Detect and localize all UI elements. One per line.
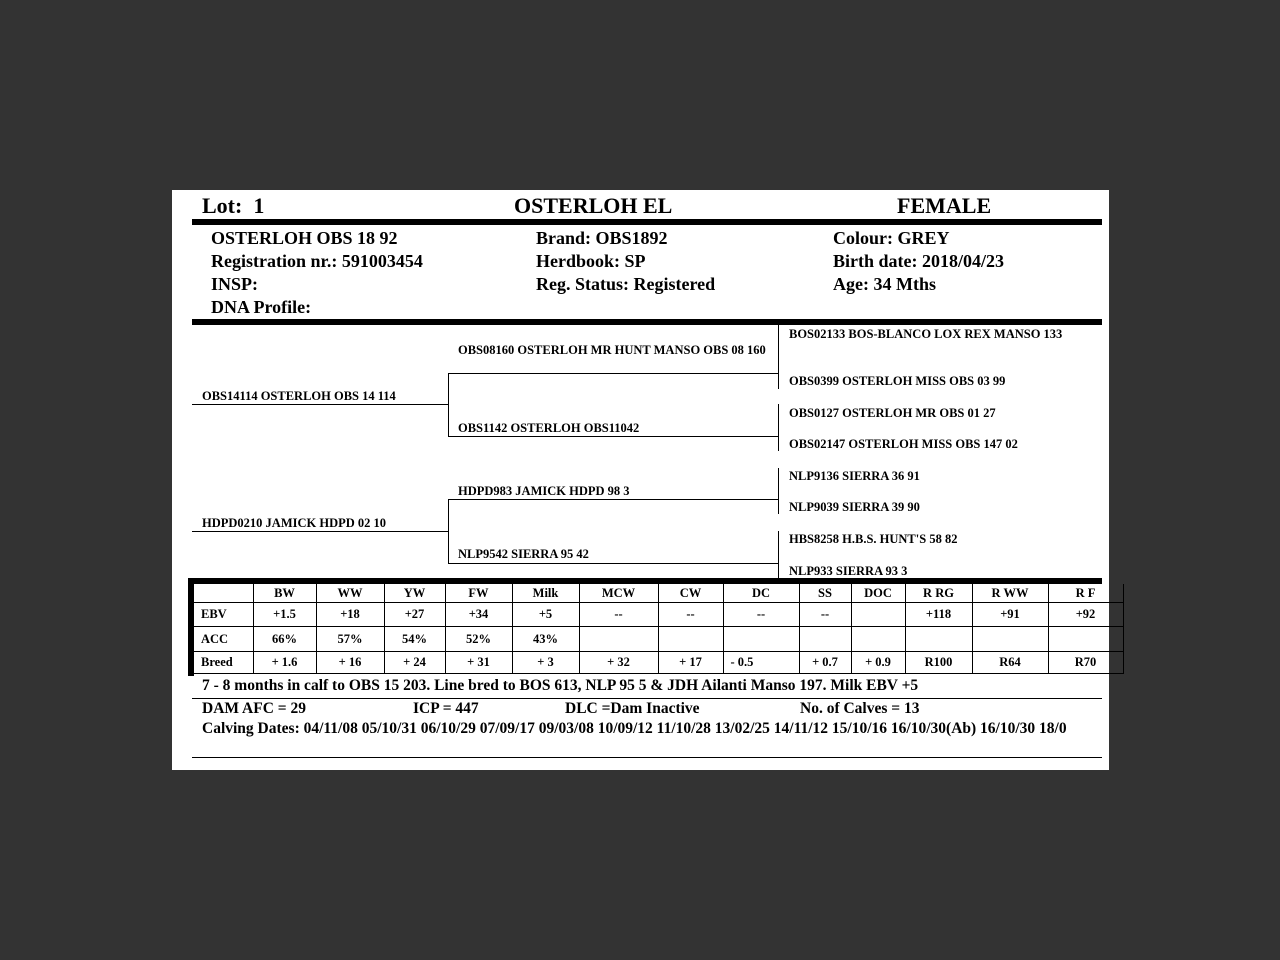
table-cell bbox=[972, 627, 1048, 652]
header-divider bbox=[192, 219, 1102, 225]
info-col-1 bbox=[211, 227, 423, 319]
table-cell: R70 bbox=[1048, 652, 1123, 674]
dam-calves: No. of Calves = 13 bbox=[800, 700, 920, 717]
table-cell: -- bbox=[799, 603, 851, 627]
table-cell: 52% bbox=[445, 627, 512, 652]
pedigree-dam: HDPD0210 JAMICK HDPD 02 10 bbox=[202, 516, 387, 530]
animal-name: OSTERLOH EL bbox=[514, 193, 673, 218]
dam-icp: ICP = 447 bbox=[413, 700, 479, 717]
colour: Colour: GREY bbox=[833, 228, 950, 248]
table-cell: + 24 bbox=[384, 652, 445, 674]
pedigree-ggp-5: NLP9136 SIERRA 36 91 bbox=[789, 469, 920, 483]
table-cell: +92 bbox=[1048, 603, 1123, 627]
table-cell: R100 bbox=[905, 652, 972, 674]
table-cell: +34 bbox=[445, 603, 512, 627]
ebv-header-row bbox=[194, 584, 1123, 603]
pedigree-ggp-2: OBS0399 OSTERLOH MISS OBS 03 99 bbox=[789, 374, 1006, 388]
table-cell: 57% bbox=[316, 627, 384, 652]
table-cell: -- bbox=[723, 603, 799, 627]
sale-notes: 7 - 8 months in calf to OBS 15 203. Line bred to BOS 613, NLP 95 5 & JDH Ailanti Manso 197. Milk EBV +5 bbox=[202, 677, 919, 694]
lot-number: 1 bbox=[253, 193, 265, 218]
info-col-3 bbox=[833, 227, 1004, 296]
acc-row bbox=[194, 627, 1123, 652]
birth-date: Birth date: 2018/04/23 bbox=[833, 251, 1004, 271]
table-header: FW bbox=[445, 584, 512, 603]
notes-divider bbox=[192, 698, 1102, 699]
pedigree-sire: OBS14114 OSTERLOH OBS 14 114 bbox=[202, 389, 396, 403]
table-header: DOC bbox=[851, 584, 905, 603]
table-cell: +27 bbox=[384, 603, 445, 627]
info-divider bbox=[192, 319, 1102, 325]
herdbook: Herdbook: SP bbox=[536, 251, 646, 271]
table-cell bbox=[1048, 627, 1123, 652]
breed-row bbox=[194, 652, 1123, 674]
table-cell: +91 bbox=[972, 603, 1048, 627]
table-header: MCW bbox=[579, 584, 658, 603]
age: Age: 34 Mths bbox=[833, 274, 936, 294]
row-label: EBV bbox=[194, 603, 253, 627]
table-cell bbox=[723, 627, 799, 652]
table-cell: R64 bbox=[972, 652, 1048, 674]
table-cell: 43% bbox=[512, 627, 579, 652]
lot-heading bbox=[202, 193, 264, 219]
table-cell: + 0.9 bbox=[851, 652, 905, 674]
table-cell: + 16 bbox=[316, 652, 384, 674]
pedigree-ggp-7: HBS8258 H.B.S. HUNT'S 58 82 bbox=[789, 532, 958, 546]
pedigree-ggp-8: NLP933 SIERRA 93 3 bbox=[789, 564, 908, 578]
animal-id: OSTERLOH OBS 18 92 bbox=[211, 228, 398, 248]
table-cell bbox=[851, 603, 905, 627]
table-cell: 54% bbox=[384, 627, 445, 652]
table-cell bbox=[194, 584, 253, 603]
table-cell: +118 bbox=[905, 603, 972, 627]
ebv-table bbox=[194, 584, 1124, 674]
table-cell: +1.5 bbox=[253, 603, 316, 627]
lot-label: Lot: bbox=[202, 193, 243, 218]
table-header: WW bbox=[316, 584, 384, 603]
registration-nr: Registration nr.: 591003454 bbox=[211, 251, 423, 271]
table-header: R WW bbox=[972, 584, 1048, 603]
pedigree-dam-sire: HDPD983 JAMICK HDPD 98 3 bbox=[458, 484, 630, 498]
table-cell: +5 bbox=[512, 603, 579, 627]
row-label: Breed bbox=[194, 652, 253, 674]
pedigree-sire-sire: OBS08160 OSTERLOH MR HUNT MANSO OBS 08 160 bbox=[458, 343, 766, 357]
table-cell bbox=[905, 627, 972, 652]
dam-afc: DAM AFC = 29 bbox=[202, 700, 306, 717]
table-header: CW bbox=[658, 584, 723, 603]
table-cell: + 31 bbox=[445, 652, 512, 674]
table-cell: -- bbox=[579, 603, 658, 627]
table-cell: +18 bbox=[316, 603, 384, 627]
insp: INSP: bbox=[211, 274, 259, 294]
table-cell: -- bbox=[658, 603, 723, 627]
table-header: BW bbox=[253, 584, 316, 603]
table-cell: 66% bbox=[253, 627, 316, 652]
table-header: DC bbox=[723, 584, 799, 603]
dam-dlc: DLC =Dam Inactive bbox=[565, 700, 700, 717]
table-cell: + 3 bbox=[512, 652, 579, 674]
calving-dates: Calving Dates: 04/11/08 05/10/31 06/10/29 07/09/17 09/03/08 10/09/12 11/10/28 13/02/25 14/11/12 15/10/16 16/10/30(Ab) 16/10/30 18/0 bbox=[202, 720, 1067, 737]
pedigree-dam-dam: NLP9542 SIERRA 95 42 bbox=[458, 547, 589, 561]
reg-status: Reg. Status: Registered bbox=[536, 274, 716, 294]
animal-sex: FEMALE bbox=[897, 193, 992, 218]
table-header: Milk bbox=[512, 584, 579, 603]
pedigree-sire-dam: OBS1142 OSTERLOH OBS11042 bbox=[458, 421, 640, 435]
table-cell: + 32 bbox=[579, 652, 658, 674]
table-cell bbox=[658, 627, 723, 652]
table-cell bbox=[799, 627, 851, 652]
animal-card bbox=[172, 190, 1109, 770]
table-header: SS bbox=[799, 584, 851, 603]
pedigree-ggp-3: OBS0127 OSTERLOH MR OBS 01 27 bbox=[789, 406, 996, 420]
ebv-row bbox=[194, 603, 1123, 627]
table-header: YW bbox=[384, 584, 445, 603]
table-cell: + 17 bbox=[658, 652, 723, 674]
footer-divider bbox=[192, 757, 1102, 758]
pedigree-ggp-1: BOS02133 BOS-BLANCO LOX REX MANSO 133 bbox=[789, 327, 1063, 341]
table-cell bbox=[579, 627, 658, 652]
table-cell bbox=[851, 627, 905, 652]
dna-profile: DNA Profile: bbox=[211, 297, 312, 317]
table-cell: + 0.7 bbox=[799, 652, 851, 674]
info-col-2 bbox=[536, 227, 715, 296]
table-header: R F bbox=[1048, 584, 1123, 603]
brand: Brand: OBS1892 bbox=[536, 228, 668, 248]
table-cell: - 0.5 bbox=[723, 652, 799, 674]
pedigree-ggp-6: NLP9039 SIERRA 39 90 bbox=[789, 500, 920, 514]
pedigree-ggp-4: OBS02147 OSTERLOH MISS OBS 147 02 bbox=[789, 437, 1018, 451]
table-cell: + 1.6 bbox=[253, 652, 316, 674]
row-label: ACC bbox=[194, 627, 253, 652]
table-header: R RG bbox=[905, 584, 972, 603]
